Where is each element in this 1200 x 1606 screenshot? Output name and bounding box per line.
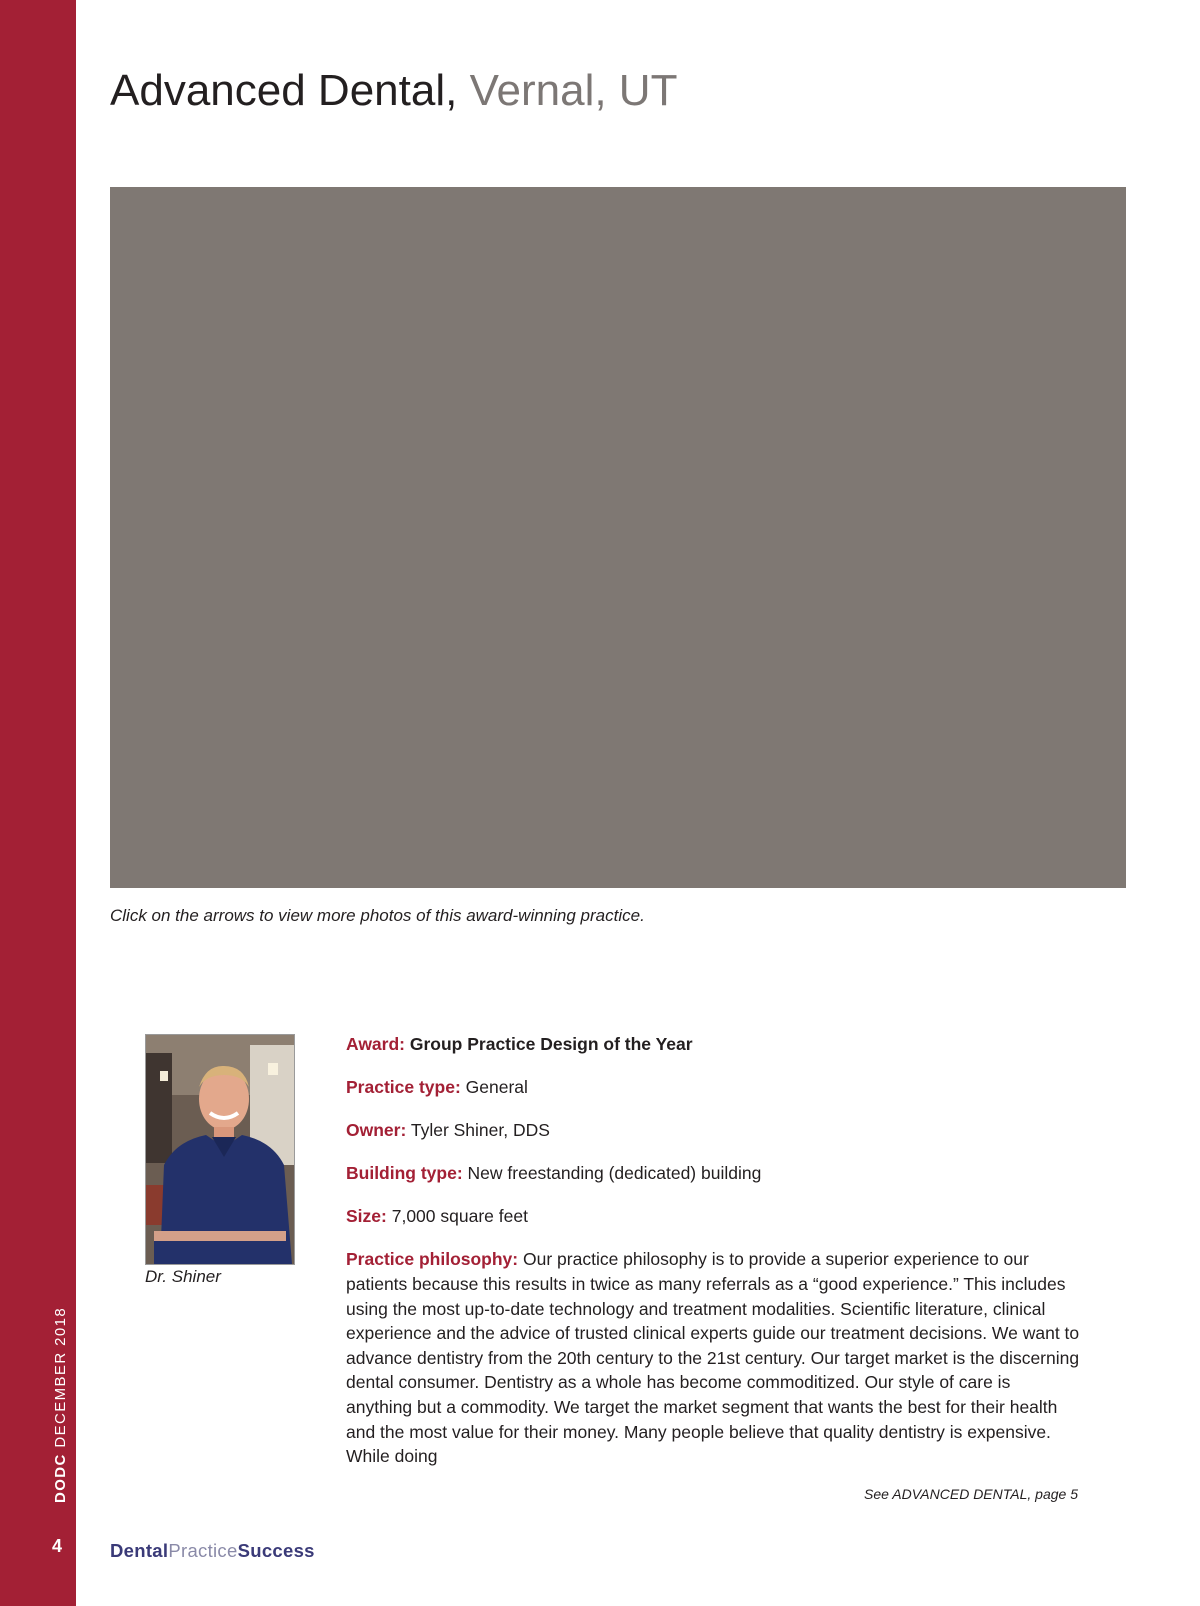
fact-philosophy bbox=[346, 1247, 1081, 1468]
issue-label bbox=[52, 1307, 69, 1503]
fact-value: New freestanding (dedicated) building bbox=[467, 1163, 762, 1184]
fact-label: Size: bbox=[346, 1206, 387, 1227]
owner-portrait bbox=[145, 1034, 295, 1265]
logo-part: Success bbox=[237, 1540, 315, 1561]
fact-value: Group Practice Design of the Year bbox=[409, 1034, 693, 1054]
logo-part: Dental bbox=[110, 1540, 169, 1561]
publication-name: DODC bbox=[52, 1453, 69, 1503]
fact-value: Our practice philosophy is to provide a superior experience to our patients because this results in twice as many referrals as a “good experience.” This includes using the most up-to-date technology and treatment modalities. Scientific literature, clinical experience and the advice of trusted clinical experts guide our treatment decisions. We want to advance dentistry from the 20th century to the 21st century. Our target market is the discerning dental consumer. Dentistry as a whole has become commoditized. Our style of care is anything but a commodity. We target the market segment that wants the best for their health and the most value for their money. Many people believe that quality dentistry is expensive. While doing bbox=[346, 1249, 1080, 1467]
fact-award bbox=[346, 1032, 1081, 1057]
fact-value: 7,000 square feet bbox=[391, 1206, 528, 1227]
fact-size bbox=[346, 1204, 1081, 1229]
fact-label: Owner: bbox=[346, 1120, 407, 1141]
publication-logo bbox=[110, 1540, 315, 1562]
fact-label: Building type: bbox=[346, 1163, 463, 1184]
practice-location: Vernal, UT bbox=[469, 66, 678, 115]
fact-value: Tyler Shiner, DDS bbox=[410, 1120, 550, 1141]
issue-date: DECEMBER 2018 bbox=[52, 1306, 69, 1448]
fact-practice-type bbox=[346, 1075, 1081, 1100]
logo-part: Practice bbox=[168, 1540, 238, 1561]
practice-name: Advanced Dental, bbox=[110, 66, 458, 115]
fact-value: General bbox=[465, 1077, 528, 1098]
photo-caption: Click on the arrows to view more photos of this award-winning practice. bbox=[110, 906, 645, 925]
fact-label: Practice philosophy: bbox=[346, 1249, 519, 1270]
page-number: 4 bbox=[52, 1536, 63, 1556]
fact-label: Practice type: bbox=[346, 1077, 461, 1098]
photo-slideshow[interactable] bbox=[110, 187, 1126, 888]
portrait-caption: Dr. Shiner bbox=[145, 1267, 221, 1286]
owner-portrait-image bbox=[146, 1035, 294, 1264]
page-title bbox=[110, 66, 677, 116]
fact-label: Award: bbox=[346, 1034, 405, 1054]
continued-reference: See ADVANCED DENTAL, page 5 bbox=[864, 1486, 1078, 1502]
fact-building-type bbox=[346, 1161, 1081, 1186]
practice-facts bbox=[346, 1032, 1081, 1487]
fact-owner bbox=[346, 1118, 1081, 1143]
